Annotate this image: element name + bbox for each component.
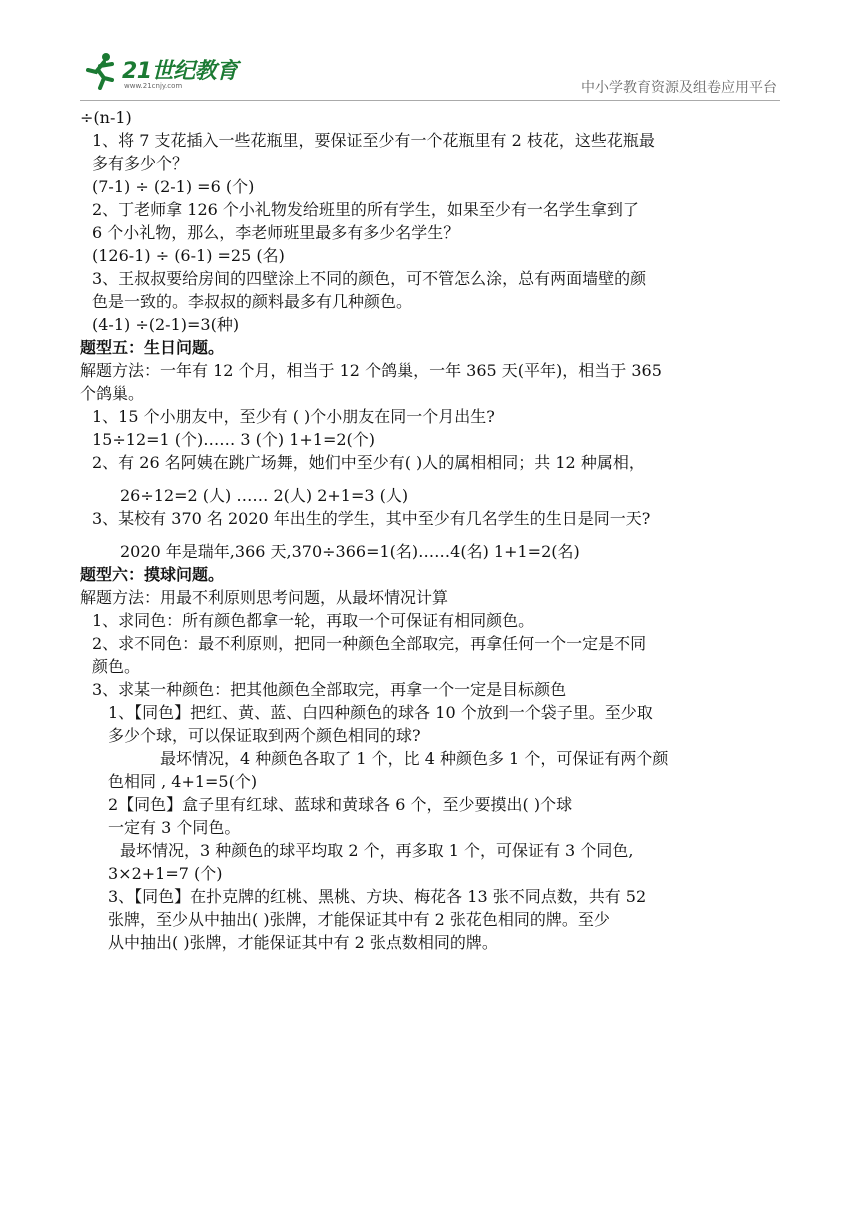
text-line: 解题方法：用最不利原则思考问题，从最坏情况计算 [80, 588, 449, 607]
text-line: 最坏情况，3 种颜色的球平均取 2 个，再多取 1 个，可保证有 3 个同色, [120, 841, 634, 860]
text-line: 个鸽巢。 [80, 384, 145, 403]
text-line: 2、丁老师拿 126 个小礼物发给班里的所有学生，如果至少有一名学生拿到了 [92, 200, 639, 219]
text-line: 3、某校有 370 名 2020 年出生的学生，其中至少有几名学生的生日是同一天? [92, 509, 651, 528]
text-line: 1、将 7 支花插入一些花瓶里，要保证至少有一个花瓶里有 2 枝花，这些花瓶最 [92, 131, 655, 150]
section-heading: 题型五：生日问题。 [80, 338, 225, 357]
document-body [80, 106, 792, 954]
text-line: 颜色。 [92, 657, 141, 676]
logo-url: www.21cnjy.com [124, 82, 183, 90]
text-line: 2、有 26 名阿姨在跳广场舞，她们中至少有( )人的属相相同；共 12 种属相， [92, 453, 645, 472]
text-line: 色相同 , 4+1=5(个) [108, 772, 258, 791]
text-line: 一定有 3 个同色。 [108, 818, 241, 837]
text-line: 3×2+1=7 (个) [108, 864, 223, 883]
text-line: 张牌，至少从中抽出( )张牌，才能保证其中有 2 张花色相同的牌。至少 [108, 910, 610, 929]
text-line: 多有多少个？ [92, 154, 189, 173]
text-line: 26÷12=2 (人) …… 2(人) 2+1=3 (人) [120, 486, 409, 505]
platform-name: 中小学教育资源及组卷应用平台 [581, 80, 777, 96]
page-header [0, 0, 860, 108]
text-line: 色是一致的。李叔叔的颜料最多有几种颜色。 [92, 292, 413, 311]
header-divider [80, 100, 780, 101]
text-line: 2020 年是瑞年,366 天,370÷366=1(名)……4(名) 1+1=2(名) [120, 542, 580, 561]
section-heading: 题型六：摸球问题。 [80, 565, 225, 584]
text-line: (4-1) ÷(2-1)=3(种) [92, 315, 240, 334]
text-line: 15÷12=1 (个)…… 3 (个) 1+1=2(个) [92, 430, 376, 449]
text-line: 3、求某一种颜色：把其他颜色全部取完，再拿一个一定是目标颜色 [92, 680, 567, 699]
runner-logo-icon [82, 50, 122, 90]
text-line: (126-1) ÷ (6-1) =25 (名) [92, 246, 285, 265]
text-line: 解题方法：一年有 12 个月，相当于 12 个鸽巢，一年 365 天(平年)，相当于 365 [80, 361, 662, 380]
text-line: 3、王叔叔要给房间的四壁涂上不同的颜色，可不管怎么涂，总有两面墙壁的颜 [92, 269, 647, 288]
text-line: 3、【同色】在扑克牌的红桃、黑桃、方块、梅花各 13 张不同点数，共有 52 [108, 887, 647, 906]
text-line: 6 个小礼物，那么，李老师班里最多有多少名学生？ [92, 223, 460, 242]
text-line: 2、求不同色：最不利原则，把同一种颜色全部取完，再拿任何一个一定是不同 [92, 634, 647, 653]
text-line: 1、【同色】把红、黄、蓝、白四种颜色的球各 10 个放到一个袋子里。至少取 [108, 703, 653, 722]
text-line: 1、15 个小朋友中，至少有 ( )个小朋友在同一个月出生? [92, 407, 495, 426]
text-line: 2【同色】盒子里有红球、蓝球和黄球各 6 个，至少要摸出( )个球 [108, 795, 573, 814]
text-line: ÷(n-1) [80, 108, 132, 127]
text-line: 多少个球，可以保证取到两个颜色相同的球? [108, 726, 421, 745]
text-line: (7-1) ÷ (2-1) =6 (个) [92, 177, 255, 196]
text-line: 最坏情况，4 种颜色各取了 1 个，比 4 种颜色多 1 个，可保证有两个颜 [160, 749, 669, 768]
logo [82, 50, 242, 98]
logo-text: 21世纪教育 [122, 59, 238, 84]
text-line: 1、求同色：所有颜色都拿一轮，再取一个可保证有相同颜色。 [92, 611, 535, 630]
text-line: 从中抽出( )张牌，才能保证其中有 2 张点数相同的牌。 [108, 933, 498, 952]
